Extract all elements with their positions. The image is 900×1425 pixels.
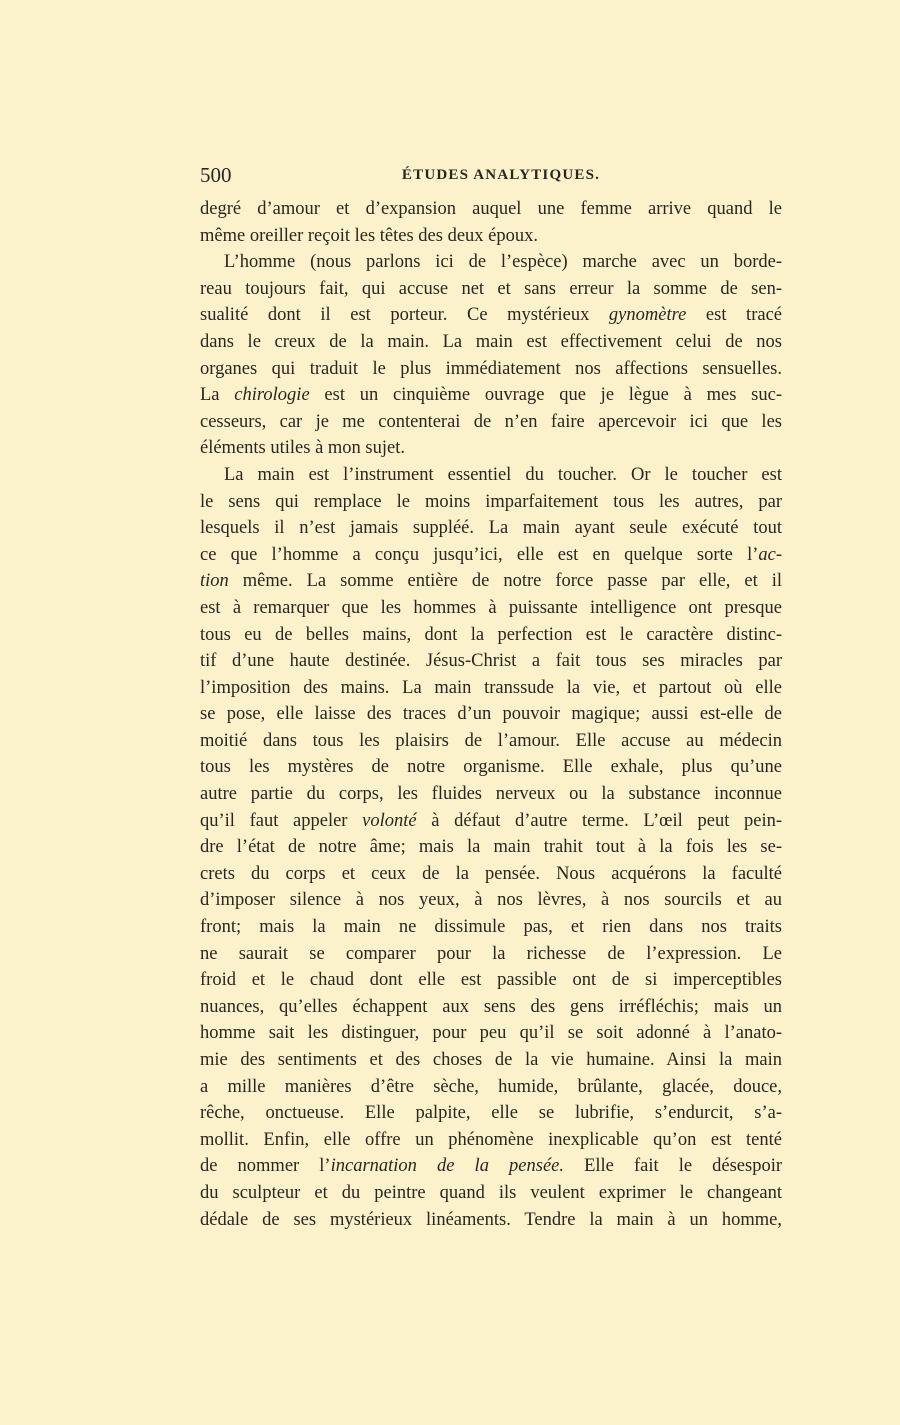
text-segment: organes qui traduit le plus immédiatement nos affections sensuelles. [200, 358, 782, 379]
text-segment: le sens qui remplace le moins imparfaitement tous les autres, par [200, 491, 782, 512]
text-segment: homme sait les distinguer, pour peu qu’il se soit adonné à l’anato- [200, 1023, 782, 1044]
text-line [200, 223, 782, 250]
text-segment: d’imposer silence à nos yeux, à nos lèvres, à nos sourcils et au [200, 890, 782, 911]
text-segment: mie des sentiments et des choses de la vie humaine. Ainsi la main [200, 1050, 782, 1070]
text-line [200, 967, 782, 994]
text-segment: l’imposition des mains. La main transsude la vie, et partout où elle [200, 677, 782, 698]
text-line [200, 249, 782, 276]
text-line [200, 648, 782, 675]
text-line [200, 914, 782, 941]
text-segment: tous les mystères de notre organisme. Elle exhale, plus qu’une [200, 757, 782, 778]
text-segment: L’homme (nous parlons ici de l’espèce) marche avec un borde- [224, 252, 782, 273]
italic-term: volonté [362, 810, 417, 831]
page-body-text [200, 196, 782, 1233]
text-segment: de nommer l’ [200, 1156, 331, 1177]
text-segment: mollit. Enfin, elle offre un phénomène inexplicable qu’on est tenté [200, 1129, 782, 1150]
text-segment: froid et le chaud dont elle est passible ont de si imperceptibles [200, 970, 782, 991]
text-line [200, 409, 782, 436]
text-segment: La main est l’instrument essentiel du toucher. Or le toucher est [224, 464, 782, 485]
text-line [200, 701, 782, 728]
text-line [200, 568, 782, 595]
text-line [200, 994, 782, 1021]
text-segment: sualité dont il est porteur. Ce mystérieux [200, 305, 609, 326]
text-segment: dre l’état de notre âme; mais la main trahit tout à la fois les se- [200, 837, 782, 858]
page-number: 500 [200, 163, 232, 187]
text-segment: La [200, 385, 235, 406]
text-segment: à défaut d’autre terme. L’œil peut pein- [416, 810, 783, 831]
text-line [200, 622, 782, 649]
text-segment: reau toujours fait, qui accuse net et sans erreur la somme de sen- [200, 278, 782, 299]
text-line [200, 754, 782, 781]
text-line [200, 356, 782, 383]
italic-term: ac- [758, 544, 782, 565]
text-line [200, 1127, 782, 1154]
text-segment: même. La somme entière de notre force passe par elle, et il [228, 571, 782, 592]
text-segment: éléments utiles à mon sujet. [200, 438, 405, 459]
text-line [200, 941, 782, 968]
text-line [200, 515, 782, 542]
text-segment: qu’il faut appeler [200, 810, 363, 831]
text-line [200, 1153, 782, 1180]
text-segment: du sculpteur et du peintre quand ils veulent exprimer le changeant [200, 1182, 782, 1203]
text-segment: est à remarquer que les hommes à puissante intelligence ont presque [200, 597, 782, 618]
text-segment: lesquels il n’est jamais suppléé. La main ayant seule exécuté tout [200, 518, 782, 539]
text-line [200, 1074, 782, 1101]
text-segment: a mille manières d’être sèche, humide, brûlante, glacée, douce, [200, 1076, 782, 1097]
text-line [200, 302, 782, 329]
text-segment: Elle fait le désespoir [564, 1156, 783, 1177]
text-line [200, 196, 782, 223]
text-line [200, 1020, 782, 1047]
text-segment: se pose, elle laisse des traces d’un pouvoir magique; aussi est-elle de [200, 704, 782, 725]
text-line [200, 329, 782, 356]
text-segment: degré d’amour et d’expansion auquel une femme arrive quand le [200, 199, 782, 219]
text-segment: ce que l’homme a conçu jusqu’ici, elle est en quelque sorte l’ [200, 544, 759, 565]
text-line [200, 1180, 782, 1207]
italic-term: gynomètre [608, 305, 687, 326]
text-segment: crets du corps et ceux de la pensée. Nous acquérons la faculté [200, 863, 782, 884]
text-line [200, 861, 782, 888]
text-line [200, 1207, 782, 1234]
text-segment: dans le creux de la main. La main est effectivement celui de nos [200, 331, 782, 352]
text-line [200, 808, 782, 835]
text-line [200, 1100, 782, 1127]
italic-term: incarnation de la pensée. [330, 1156, 564, 1177]
text-segment: ne saurait se comparer pour la richesse de l’expression. Le [200, 943, 782, 964]
text-line [200, 834, 782, 861]
text-segment: front; mais la main ne dissimule pas, et rien dans nos traits [200, 917, 782, 938]
text-segment: tif d’une haute destinée. Jésus-Christ a fait tous ses miracles par [200, 651, 782, 672]
text-line [200, 728, 782, 755]
text-line [200, 489, 782, 516]
text-line [200, 462, 782, 489]
italic-term: tion [200, 571, 229, 592]
running-title: ÉTUDES ANALYTIQUES. [401, 167, 601, 183]
text-segment: tous eu de belles mains, dont la perfection est le caractère distinc- [200, 624, 782, 645]
text-segment: cesseurs, car je me contenterai de n’en faire apercevoir ici que les [200, 411, 782, 432]
text-line [200, 276, 782, 303]
text-line [200, 675, 782, 702]
text-segment: autre partie du corps, les fluides nerveux ou la substance inconnue [200, 784, 782, 805]
text-segment: rêche, onctueuse. Elle palpite, elle se lubrifie, s’endurcit, s’a- [200, 1103, 782, 1124]
text-line [200, 542, 782, 569]
text-segment: est tracé [686, 305, 782, 326]
text-line [200, 435, 782, 462]
text-line [200, 382, 782, 409]
text-line [200, 781, 782, 808]
text-segment: dédale de ses mystérieux linéaments. Tendre la main à un homme, [200, 1209, 782, 1230]
text-segment: même oreiller reçoit les têtes des deux époux. [200, 225, 539, 246]
text-line [200, 595, 782, 622]
text-segment: est un cinquième ouvrage que je lègue à mes suc- [309, 385, 782, 406]
page-header [200, 163, 782, 189]
italic-term: chirologie [234, 385, 310, 406]
text-segment: moitié dans tous les plaisirs de l’amour. Elle accuse au médecin [200, 730, 782, 751]
text-line [200, 1047, 782, 1074]
text-line [200, 887, 782, 914]
text-segment: nuances, qu’elles échappent aux sens des gens irréfléchis; mais un [200, 996, 782, 1017]
